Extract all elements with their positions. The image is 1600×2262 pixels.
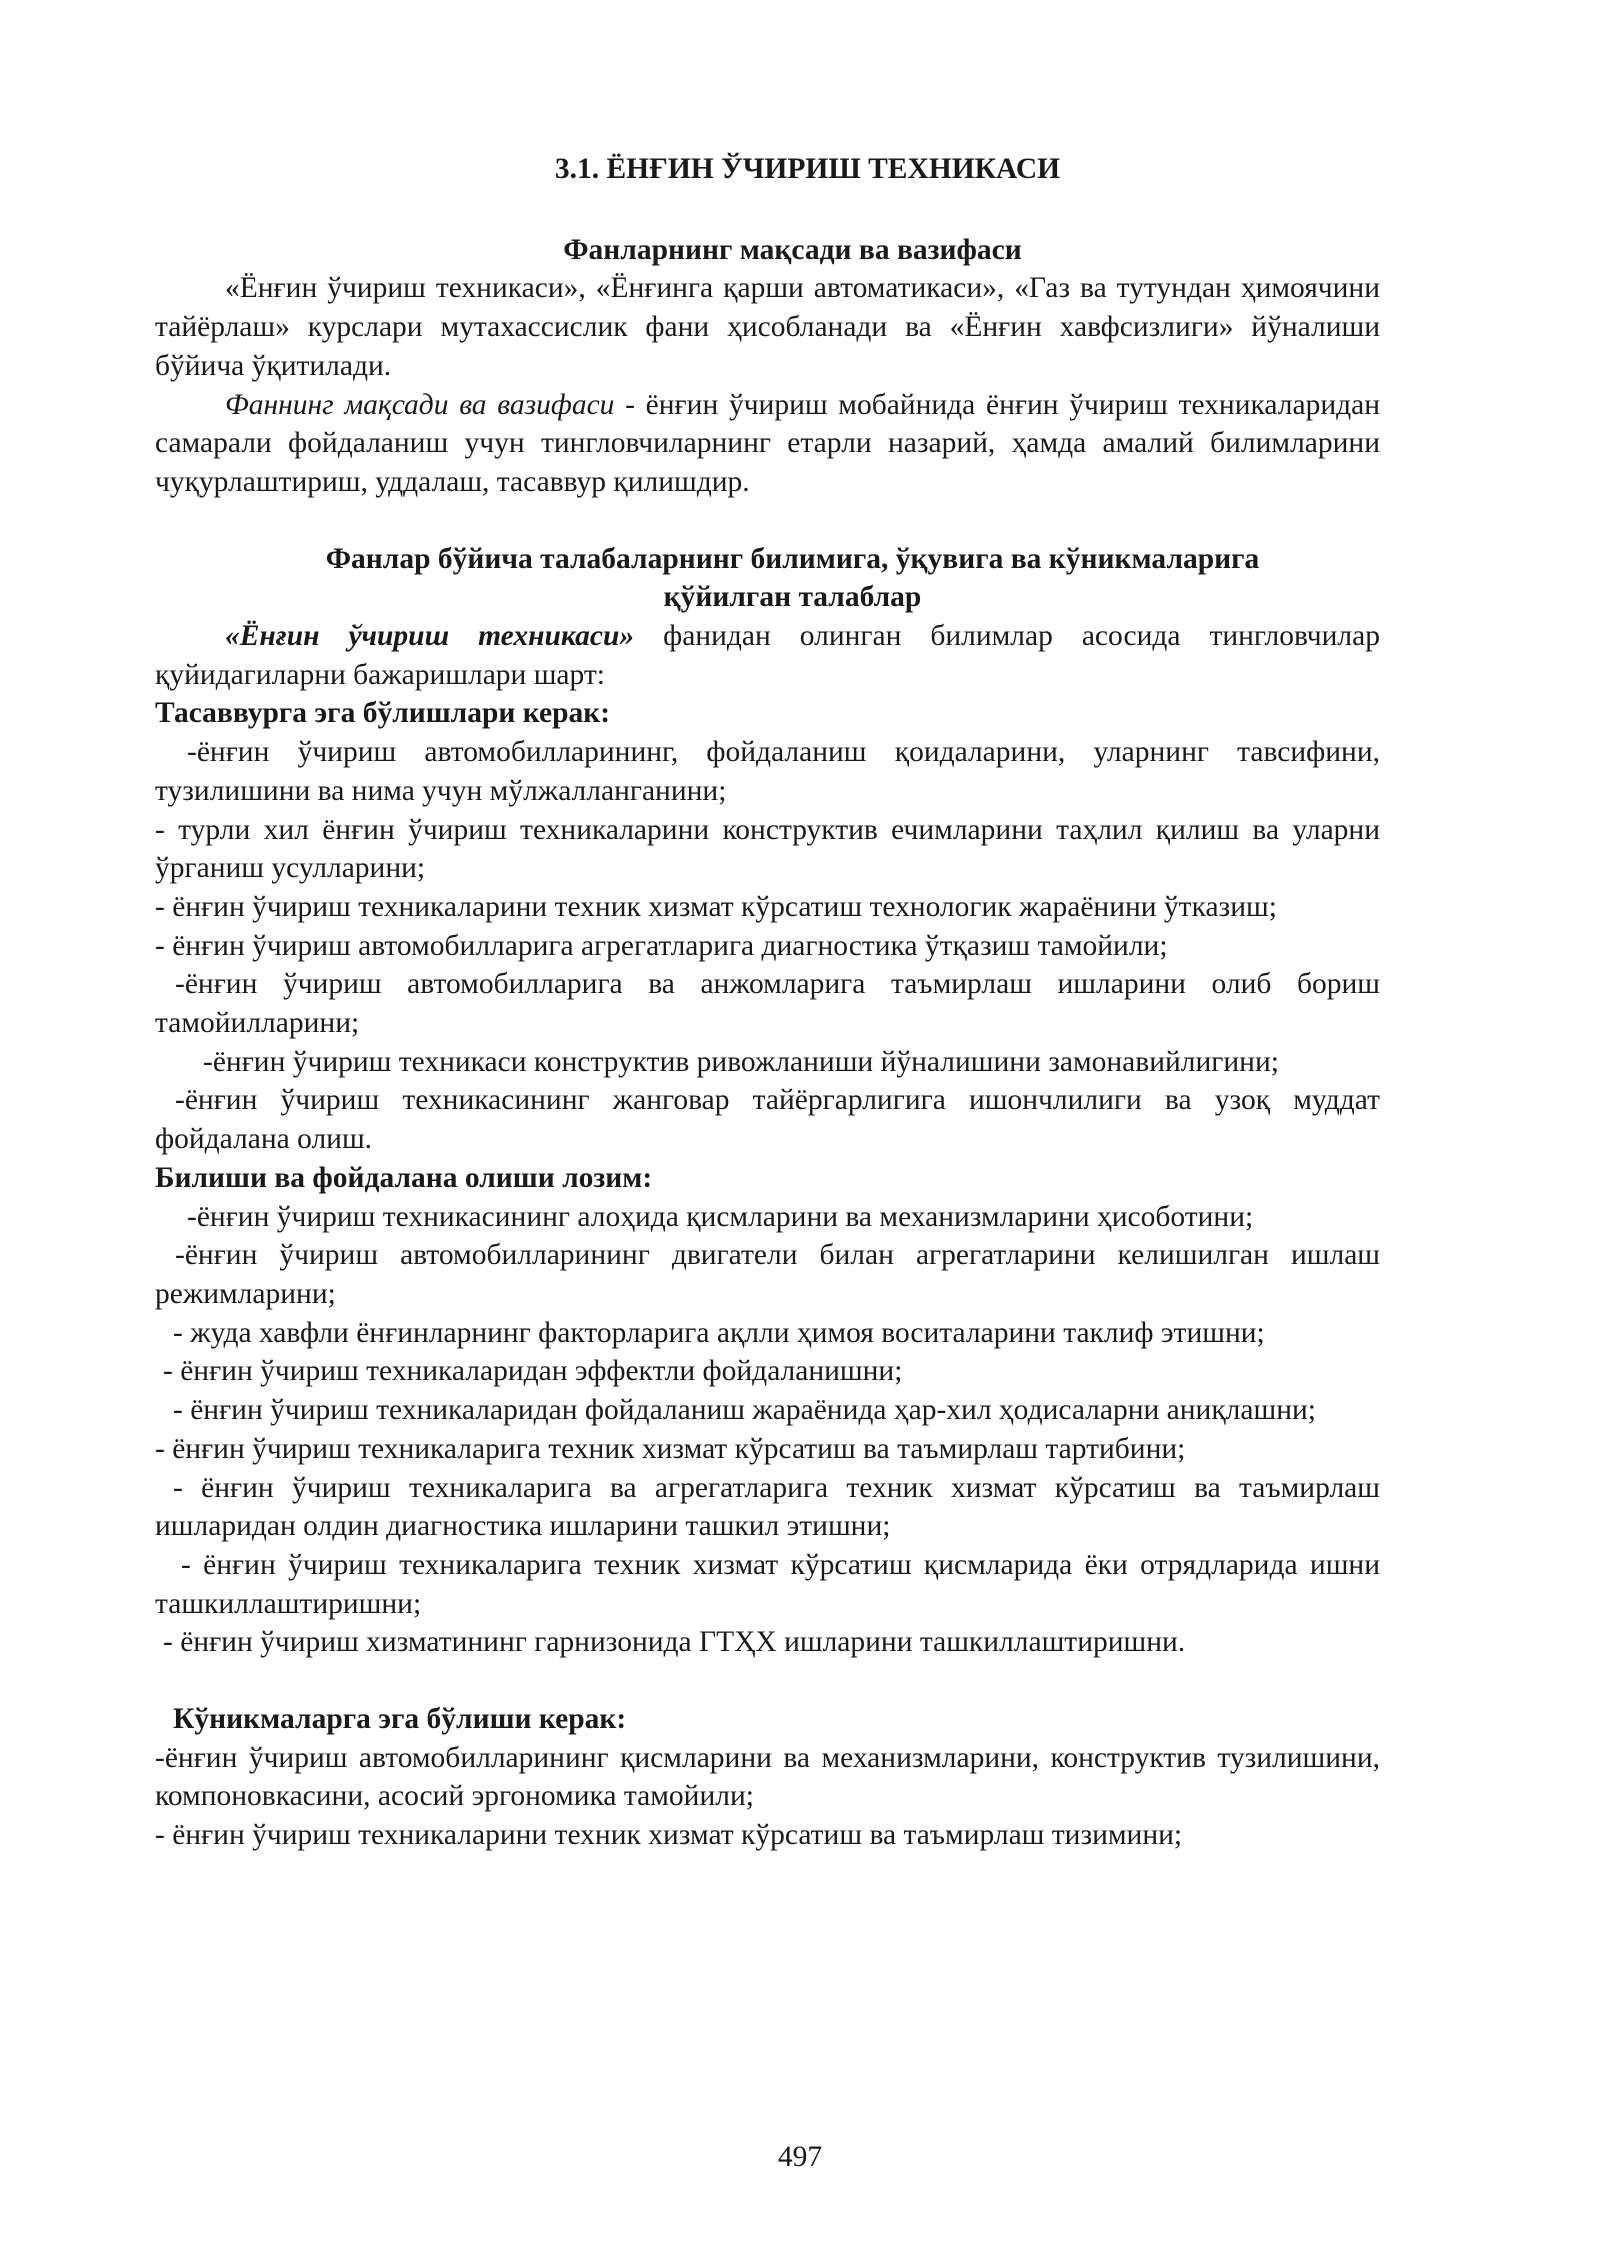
course-name: «Ёнғин ўчириш техникаси» [225,620,635,653]
page-title: 3.1. ЁНҒИН ЎЧИРИШ ТЕХНИКАСИ [554,153,1061,185]
list-item: - ёнғин ўчириш хизматининг гарнизонида ГТҲХ ишларини ташкиллаштиришни. [163,1626,1186,1659]
list-item: - ёнғин ўчириш техникаларидан эффектли фойдаланишни; [163,1355,903,1388]
paragraph-goals [155,386,1380,502]
goals-rest-text: - ёнғин ўчириш мобайнида ёнғин ўчириш техникаларидан самарали фойдаланиш учун тингловчиларнинг етарли назарий, ҳамда амалий билимларини чуқурлаштириш, уддалаш, тасаввур қилишдир. [155,388,1380,498]
list-item: -ёнғин ўчириш автомобилларига ва анжомларига таъмирлаш ишларини олиб бориш тамойилларини; [155,968,1380,1040]
list-item: -ёнғин ўчириш техникасининг алоҳида қисмларини ва механизмларини ҳисоботини; [187,1200,1254,1233]
group-heading-skills: Кўникмаларга эга бўлиши керак: [173,1703,627,1736]
list-item: - ёнғин ўчириш автомобилларига агрегатларига диагностика ўтқазиш тамойили; [155,929,1168,962]
list-item: - турли хил ёнғин ўчириш техникаларини конструктив ечимларини таҳлил қилиш ва уларни ўрганиш усулларини; [155,813,1380,885]
list-item: -ёнғин ўчириш автомобилларининг қисмларини ва механизмларини, конструктив тузилишини, компоновкасини, асосий эргономика тамойили; [155,1741,1380,1813]
list-item: - ёнғин ўчириш техникаларини техник хизмат кўрсатиш технологик жараёнини ўтказиш; [155,890,1277,923]
list-item: - ёнғин ўчириш техникаларига техник хизмат кўрсатиш ва таъмирлаш тартибини; [155,1432,1186,1465]
list-item: - жуда хавфли ёнғинларнинг факторларига ақлли ҳимоя воситаларини таклиф этишни; [173,1316,1265,1349]
list-item: - ёнғин ўчириш техникаларини техник хизмат кўрсатиш ва таъмирлаш тизимини; [155,1819,1183,1852]
list-item: -ёнғин ўчириш автомобилларининг двигатели билан агрегатларини келишилган ишлаш режимларини; [155,1239,1380,1310]
list-item: -ёнғин ўчириш автомобилларининг, фойдаланиш қоидаларини, уларнинг тавсифини, тузилишини ва нима учун мўлжалланганини; [155,736,1380,807]
paragraph-courses: «Ёнғин ўчириш техникаси», «Ёнғинга қарши автоматикаси», «Газ ва тутундан ҳимоячини тайёрлаш» курслари мутахассислик фани ҳисобланади ва «Ёнғин хавфсизлиги» йўналиши бўйича ўқитилади. [155,272,1380,382]
list-item: -ёнғин ўчириш техникаси конструктив ривожланиши йўналишини замонавийлигини; [203,1045,1279,1078]
section-heading-requirements-line1: Фанлар бўйича талабаларнинг билимига, ўқувига ва кўникмаларига [325,542,1260,575]
paragraph-requirements-intro [155,617,1380,694]
spacer [155,502,1380,540]
section-heading-requirements-line2: қўйилган талаблар [663,581,922,614]
page-number: 497 [777,2141,823,2173]
spacer [155,1662,1380,1700]
list-item: - ёнғин ўчириш техникаларига ва агрегатларига техник хизмат кўрсатиш ва таъмирлаш ишларидан олдин диагностика ишларини ташкил этишни; [155,1471,1380,1543]
list-item: - ёнғин ўчириш техникаларига техник хизмат кўрсатиш қисмларида ёки отрядларида ишни ташкиллаштиришни; [155,1548,1380,1620]
list-item: -ёнғин ўчириш техникасининг жанговар тайёргарлигига ишончлилиги ва узоқ муддат фойдалана олиш. [155,1084,1380,1156]
section-heading-goals: Фанларнинг мақсади ва вазифаси [563,233,1022,266]
goals-lead-phrase: Фаннинг мақсади ва вазифаси [225,388,615,421]
group-heading-knowledge: Билиши ва фойдалана олиши лозим: [155,1161,653,1194]
intro-rest-text: фанидан олинган билимлар асосида тингловчилар қуйидагиларни бажаришлари шарт: [155,620,1380,691]
list-item: - ёнғин ўчириш техникаларидан фойдаланиш жараёнида ҳар-хил ҳодисаларни аниқлашни; [173,1394,1316,1427]
group-heading-representation: Тасаввурга эга бўлишлари керак: [155,697,611,730]
